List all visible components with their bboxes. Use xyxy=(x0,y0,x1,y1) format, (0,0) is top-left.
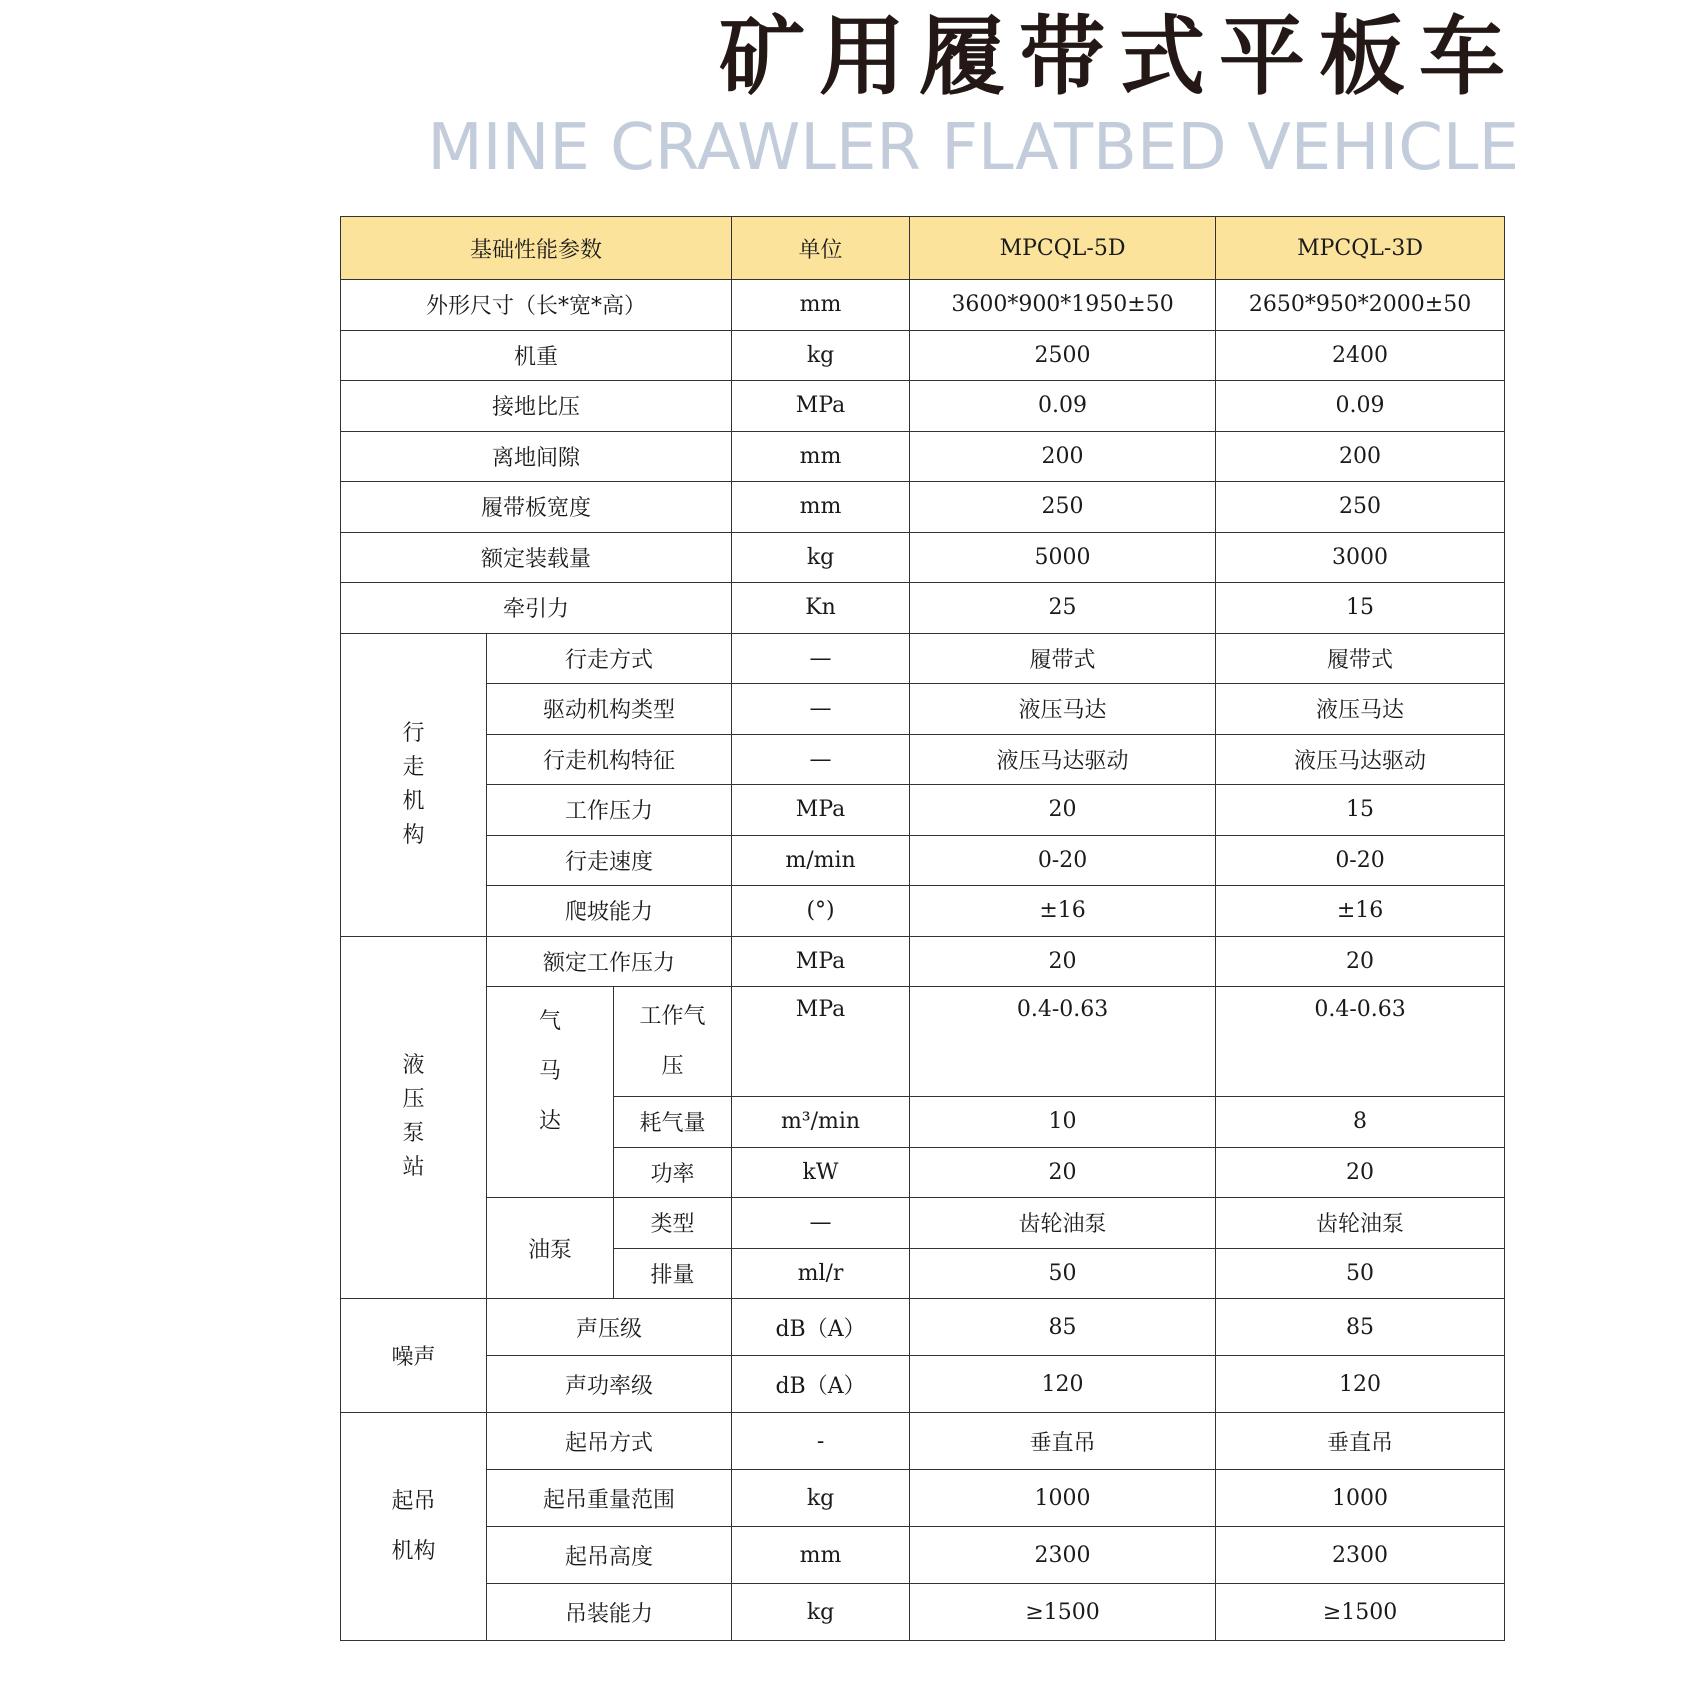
value-5d-cell: 0-20 xyxy=(910,835,1216,886)
table-row xyxy=(341,1527,1505,1584)
value-3d-cell: 齿轮油泵 xyxy=(1216,1198,1505,1249)
spec-table xyxy=(340,216,1505,1641)
table-row xyxy=(341,1413,1505,1470)
value-3d-cell: 2400 xyxy=(1216,330,1505,381)
value-3d-cell: 20 xyxy=(1216,1147,1505,1198)
value-5d-cell: 85 xyxy=(910,1299,1216,1356)
table-row xyxy=(341,532,1505,583)
table-row xyxy=(341,431,1505,482)
value-3d-cell: ±16 xyxy=(1216,886,1505,937)
group-noise: 噪声 xyxy=(341,1299,487,1413)
table-row xyxy=(341,886,1505,937)
unit-cell: mm xyxy=(732,280,910,331)
table-row xyxy=(341,835,1505,886)
value-5d-cell: 3600*900*1950±50 xyxy=(910,280,1216,331)
table-row xyxy=(341,381,1505,432)
table-row xyxy=(341,1470,1505,1527)
value-3d-cell: 120 xyxy=(1216,1356,1505,1413)
unit-cell: — xyxy=(732,633,910,684)
param-cell: 耗气量 xyxy=(614,1097,732,1148)
unit-cell: dB（A） xyxy=(732,1299,910,1356)
value-5d-cell: 液压马达 xyxy=(910,684,1216,735)
value-5d-cell: 20 xyxy=(910,936,1216,987)
value-5d-cell: 20 xyxy=(910,1147,1216,1198)
value-5d-cell: 齿轮油泵 xyxy=(910,1198,1216,1249)
value-3d-cell: 0.09 xyxy=(1216,381,1505,432)
param-cell: 外形尺寸（长*宽*高） xyxy=(341,280,732,331)
value-5d-cell: 25 xyxy=(910,583,1216,634)
param-cell: 工作压力 xyxy=(487,785,732,836)
table-row xyxy=(341,785,1505,836)
table-row xyxy=(341,330,1505,381)
value-5d-cell: 10 xyxy=(910,1097,1216,1148)
table-row xyxy=(341,1198,1505,1249)
table-row xyxy=(341,1299,1505,1356)
param-cell: 离地间隙 xyxy=(341,431,732,482)
value-3d-cell: 15 xyxy=(1216,583,1505,634)
header-unit: 单位 xyxy=(732,217,910,280)
value-3d-cell: 250 xyxy=(1216,482,1505,533)
param-cell: 牵引力 xyxy=(341,583,732,634)
value-5d-cell: 液压马达驱动 xyxy=(910,734,1216,785)
param-cell: 行走速度 xyxy=(487,835,732,886)
param-cell: 排量 xyxy=(614,1248,732,1299)
param-cell: 声压级 xyxy=(487,1299,732,1356)
value-5d-cell: ±16 xyxy=(910,886,1216,937)
param-cell: 起吊高度 xyxy=(487,1527,732,1584)
value-3d-cell: 液压马达驱动 xyxy=(1216,734,1505,785)
table-row xyxy=(341,684,1505,735)
value-3d-cell: 20 xyxy=(1216,936,1505,987)
value-5d-cell: 0.09 xyxy=(910,381,1216,432)
table-row xyxy=(341,280,1505,331)
param-cell: 功率 xyxy=(614,1147,732,1198)
unit-cell: (°) xyxy=(732,886,910,937)
table-row xyxy=(341,583,1505,634)
unit-cell: ml/r xyxy=(732,1248,910,1299)
subgroup-air-motor: 气 马 达 xyxy=(487,987,614,1198)
value-3d-cell: 垂直吊 xyxy=(1216,1413,1505,1470)
value-3d-cell: 15 xyxy=(1216,785,1505,836)
value-3d-cell: 履带式 xyxy=(1216,633,1505,684)
param-cell: 机重 xyxy=(341,330,732,381)
param-cell: 驱动机构类型 xyxy=(487,684,732,735)
unit-cell: kg xyxy=(732,1584,910,1641)
page-subtitle: MINE CRAWLER FLATBED VEHICLE xyxy=(427,111,1519,185)
value-5d-cell: 2500 xyxy=(910,330,1216,381)
param-cell: 吊装能力 xyxy=(487,1584,732,1641)
value-3d-cell: 200 xyxy=(1216,431,1505,482)
unit-cell: mm xyxy=(732,1527,910,1584)
value-3d-cell: 85 xyxy=(1216,1299,1505,1356)
value-3d-cell: 液压马达 xyxy=(1216,684,1505,735)
param-cell: 额定装载量 xyxy=(341,532,732,583)
param-cell: 声功率级 xyxy=(487,1356,732,1413)
subgroup-oil-pump: 油泵 xyxy=(487,1198,614,1299)
value-3d-cell: 3000 xyxy=(1216,532,1505,583)
table-row xyxy=(341,482,1505,533)
value-5d-cell: 250 xyxy=(910,482,1216,533)
unit-cell: kW xyxy=(732,1147,910,1198)
unit-cell: — xyxy=(732,734,910,785)
param-cell: 履带板宽度 xyxy=(341,482,732,533)
page-title: 矿用履带式平板车 xyxy=(719,7,1519,107)
table-header-row xyxy=(341,217,1505,280)
table-row xyxy=(341,1584,1505,1641)
value-3d-cell: ≥1500 xyxy=(1216,1584,1505,1641)
group-walking-mechanism: 行 走 机 构 xyxy=(341,633,487,936)
header-param: 基础性能参数 xyxy=(341,217,732,280)
param-cell: 起吊方式 xyxy=(487,1413,732,1470)
param-cell: 行走方式 xyxy=(487,633,732,684)
value-3d-cell: 2300 xyxy=(1216,1527,1505,1584)
unit-cell: mm xyxy=(732,431,910,482)
unit-cell: — xyxy=(732,684,910,735)
value-5d-cell: 0.4-0.63 xyxy=(910,987,1216,1097)
value-5d-cell: 120 xyxy=(910,1356,1216,1413)
value-5d-cell: 履带式 xyxy=(910,633,1216,684)
value-5d-cell: 50 xyxy=(910,1248,1216,1299)
value-5d-cell: ≥1500 xyxy=(910,1584,1216,1641)
value-3d-cell: 2650*950*2000±50 xyxy=(1216,280,1505,331)
param-cell: 类型 xyxy=(614,1198,732,1249)
table-row xyxy=(341,734,1505,785)
value-5d-cell: 20 xyxy=(910,785,1216,836)
value-5d-cell: 2300 xyxy=(910,1527,1216,1584)
param-cell: 接地比压 xyxy=(341,381,732,432)
table-row xyxy=(341,936,1505,987)
unit-cell: — xyxy=(732,1198,910,1249)
unit-cell: MPa xyxy=(732,987,910,1097)
unit-cell: m³/min xyxy=(732,1097,910,1148)
param-cell: 起吊重量范围 xyxy=(487,1470,732,1527)
value-3d-cell: 0.4-0.63 xyxy=(1216,987,1505,1097)
header-model-3d: MPCQL-3D xyxy=(1216,217,1505,280)
value-3d-cell: 8 xyxy=(1216,1097,1505,1148)
unit-cell: MPa xyxy=(732,785,910,836)
value-5d-cell: 垂直吊 xyxy=(910,1413,1216,1470)
unit-cell: Kn xyxy=(732,583,910,634)
unit-cell: MPa xyxy=(732,381,910,432)
value-3d-cell: 50 xyxy=(1216,1248,1505,1299)
param-cell: 爬坡能力 xyxy=(487,886,732,937)
unit-cell: mm xyxy=(732,482,910,533)
param-cell: 工作气 压 xyxy=(614,987,732,1097)
unit-cell: kg xyxy=(732,532,910,583)
unit-cell: m/min xyxy=(732,835,910,886)
group-hydraulic-pump-station: 液 压 泵 站 xyxy=(341,936,487,1299)
param-cell: 行走机构特征 xyxy=(487,734,732,785)
value-5d-cell: 1000 xyxy=(910,1470,1216,1527)
group-lifting-mechanism: 起吊 机构 xyxy=(341,1413,487,1641)
unit-cell: kg xyxy=(732,330,910,381)
unit-cell: dB（A） xyxy=(732,1356,910,1413)
table-row xyxy=(341,987,1505,1097)
unit-cell: - xyxy=(732,1413,910,1470)
table-row xyxy=(341,633,1505,684)
header-model-5d: MPCQL-5D xyxy=(910,217,1216,280)
table-row xyxy=(341,1356,1505,1413)
value-5d-cell: 5000 xyxy=(910,532,1216,583)
unit-cell: kg xyxy=(732,1470,910,1527)
unit-cell: MPa xyxy=(732,936,910,987)
value-3d-cell: 1000 xyxy=(1216,1470,1505,1527)
value-3d-cell: 0-20 xyxy=(1216,835,1505,886)
value-5d-cell: 200 xyxy=(910,431,1216,482)
param-cell: 额定工作压力 xyxy=(487,936,732,987)
